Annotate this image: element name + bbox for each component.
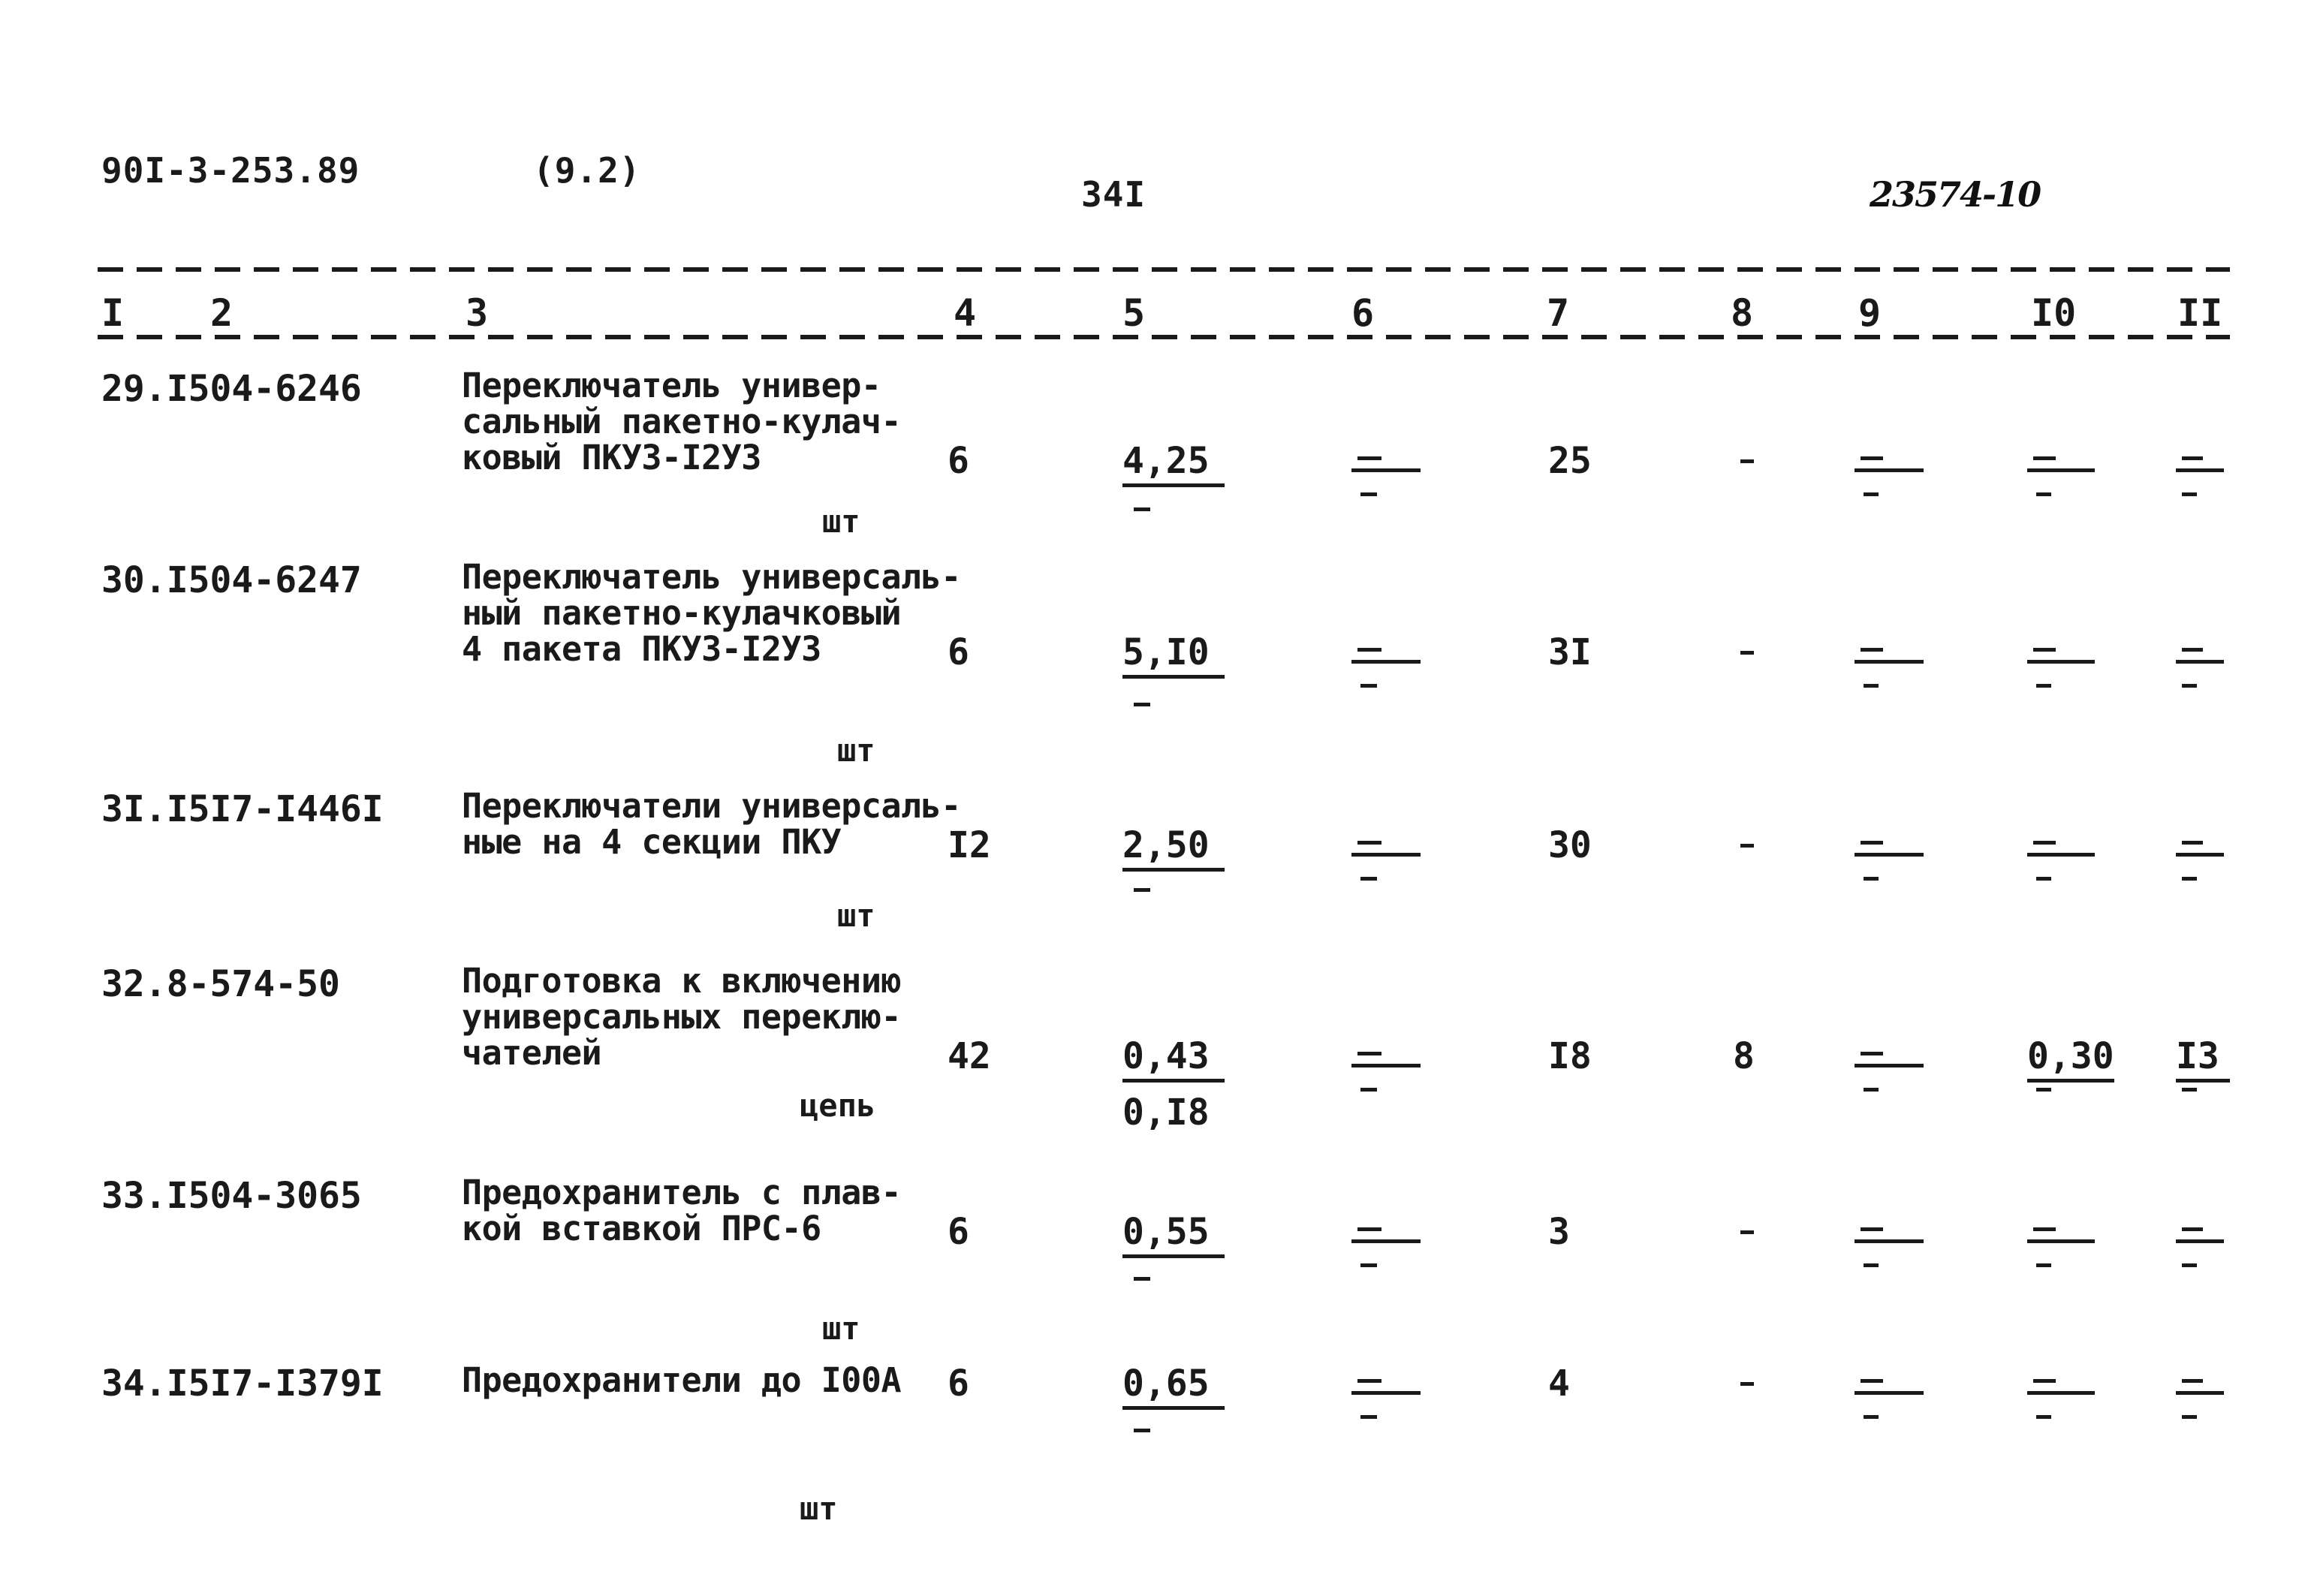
col10-lower-dash	[2036, 684, 2051, 688]
column-number-2: 2	[210, 291, 234, 335]
col10-upper-dash	[2033, 648, 2056, 652]
labor-cost-fraction-bottom	[1134, 703, 1150, 706]
column-number-10: I0	[2031, 291, 2077, 335]
col11-fraction-line	[2176, 468, 2224, 472]
quantity: 6	[948, 440, 969, 482]
column-number-9: 9	[1858, 291, 1882, 335]
col11-fraction-line	[2176, 1391, 2224, 1395]
item-code: 3I.I5I7-I446I	[101, 788, 384, 830]
col11-upper-dash	[2182, 1379, 2203, 1383]
col9-lower-dash	[1864, 1415, 1879, 1419]
col9-fraction-line	[1855, 660, 1924, 664]
col9-fraction-line	[1855, 1239, 1924, 1243]
col9-fraction-line	[1855, 1391, 1924, 1395]
col9-fraction-line	[1855, 853, 1924, 857]
column-number-7: 7	[1547, 291, 1570, 335]
col10-upper-dash	[2033, 841, 2056, 845]
col9-lower-dash	[1864, 684, 1879, 688]
col6-upper-dash	[1357, 1052, 1381, 1055]
unit-of-measure: шт	[822, 1310, 860, 1347]
item-description-line: Предохранители до I00А	[462, 1360, 902, 1400]
item-description-line: Переключатели универсаль-	[462, 786, 961, 826]
col10-fraction-line	[2027, 853, 2095, 857]
col6-fraction-line	[1351, 1239, 1421, 1243]
col9-upper-dash	[1861, 841, 1883, 845]
col10-lower-dash	[2036, 1415, 2051, 1419]
col9-lower-dash	[1864, 1088, 1879, 1092]
col9-lower-dash	[1864, 877, 1879, 881]
column-number-5: 5	[1122, 291, 1146, 335]
item-description-line: ный пакетно-кулачковый	[462, 593, 902, 633]
col11-upper-dash	[2182, 841, 2203, 845]
item-description-line: Предохранитель с плав-	[462, 1173, 902, 1212]
col10-upper-dash	[2033, 456, 2056, 460]
labor-cost-fraction-top: 4,25	[1122, 440, 1225, 487]
col6-upper-dash	[1357, 648, 1381, 652]
unit-of-measure: шт	[822, 503, 860, 540]
col9-upper-dash	[1861, 648, 1883, 652]
labor-cost-fraction-top: 0,55	[1122, 1211, 1225, 1258]
col11-lower-dash	[2182, 1415, 2197, 1419]
col10-lower-dash	[2036, 492, 2051, 496]
col6-lower-dash	[1360, 877, 1377, 881]
unit-of-measure: шт	[837, 732, 875, 769]
col6-fraction-line	[1351, 468, 1421, 472]
item-description-line: универсальных переклю-	[462, 997, 902, 1037]
labor-cost-fraction-bottom	[1134, 507, 1150, 511]
col11-lower-dash	[2182, 1263, 2197, 1267]
col8-dash	[1740, 459, 1754, 463]
col9-upper-dash	[1861, 1379, 1883, 1383]
col6-lower-dash	[1360, 1415, 1377, 1419]
col9-upper-dash	[1861, 1052, 1883, 1055]
item-description-line: ные на 4 секции ПКУ	[462, 822, 842, 862]
col11-fraction-line	[2176, 1239, 2224, 1243]
unit-of-measure: шт	[800, 1490, 838, 1527]
col7-value: 30	[1548, 824, 1592, 866]
item-description-line: 4 пакета ПКУЗ-I2УЗ	[462, 629, 821, 669]
col6-lower-dash	[1360, 1088, 1377, 1092]
col10-fraction-line	[2027, 1391, 2095, 1395]
item-code: 33.I504-3065	[101, 1175, 362, 1217]
col9-upper-dash	[1861, 456, 1883, 460]
col6-upper-dash	[1357, 841, 1381, 845]
section-number: (9.2)	[533, 150, 641, 191]
col6-fraction-line	[1351, 1064, 1421, 1068]
column-number-3: 3	[466, 291, 489, 335]
quantity: I2	[948, 824, 991, 866]
labor-cost-fraction-top: 5,I0	[1122, 631, 1225, 679]
col6-fraction-line	[1351, 1391, 1421, 1395]
col11-fraction-line	[2176, 660, 2224, 664]
item-description-line: ковый ПКУЗ-I2УЗ	[462, 438, 761, 477]
page-number: 34I	[1081, 174, 1146, 215]
item-code: 30.I504-6247	[101, 559, 362, 601]
col9-lower-dash	[1864, 1263, 1879, 1267]
labor-cost-fraction-bottom	[1134, 1429, 1150, 1432]
col11-value: I3	[2176, 1035, 2230, 1083]
col10-value: 0,30	[2027, 1035, 2114, 1083]
col10-upper-dash	[2033, 1227, 2056, 1231]
col11-lower-dash	[2182, 1088, 2197, 1092]
col9-fraction-line	[1855, 468, 1924, 472]
col10-fraction-line	[2027, 468, 2095, 472]
col11-fraction-line	[2176, 853, 2224, 857]
header-top-rule	[98, 267, 2230, 272]
col9-lower-dash	[1864, 492, 1879, 496]
column-number-4: 4	[954, 291, 977, 335]
column-number-11: II	[2177, 291, 2223, 335]
unit-of-measure: шт	[837, 897, 875, 934]
item-code: 32.8-574-50	[101, 963, 340, 1005]
col6-fraction-line	[1351, 660, 1421, 664]
labor-cost-fraction-top: 0,65	[1122, 1363, 1225, 1410]
col10-fraction-line	[2027, 660, 2095, 664]
unit-of-measure: цепь	[800, 1087, 876, 1124]
item-description-line: кой вставкой ПРС-6	[462, 1209, 821, 1248]
col9-upper-dash	[1861, 1227, 1883, 1231]
column-number-1: I	[101, 291, 125, 335]
labor-cost-fraction-bottom	[1134, 1277, 1150, 1281]
item-description-line: сальный пакетно-кулач-	[462, 402, 902, 441]
col7-value: 3I	[1548, 631, 1592, 673]
col10-lower-dash	[2036, 877, 2051, 881]
col6-upper-dash	[1357, 456, 1381, 460]
col10-fraction-line	[2027, 1239, 2095, 1243]
item-description-line: Переключатель универсаль-	[462, 557, 961, 597]
col11-upper-dash	[2182, 456, 2203, 460]
col10-lower-dash	[2036, 1263, 2051, 1267]
col7-value: 4	[1548, 1363, 1570, 1405]
col8-dash	[1740, 1230, 1754, 1234]
col11-lower-dash	[2182, 877, 2197, 881]
labor-cost-fraction-top: 0,43	[1122, 1035, 1225, 1083]
column-number-8: 8	[1731, 291, 1754, 335]
col6-lower-dash	[1360, 492, 1377, 496]
quantity: 6	[948, 1363, 969, 1405]
labor-cost-fraction-top: 2,50	[1122, 824, 1225, 872]
quantity: 6	[948, 631, 969, 673]
col7-value: 3	[1548, 1211, 1570, 1253]
col8-dash	[1740, 844, 1754, 848]
labor-cost-fraction-bottom	[1134, 888, 1150, 892]
document-code: 90I-3-253.89	[101, 150, 360, 191]
col11-lower-dash	[2182, 492, 2197, 496]
quantity: 6	[948, 1211, 969, 1253]
header-bottom-rule	[98, 335, 2230, 339]
item-code: 34.I5I7-I379I	[101, 1363, 384, 1405]
col11-upper-dash	[2182, 1227, 2203, 1231]
col8-value: 8	[1733, 1035, 1755, 1077]
col6-lower-dash	[1360, 1263, 1377, 1267]
labor-cost-fraction-bottom: 0,I8	[1122, 1092, 1210, 1134]
col9-fraction-line	[1855, 1064, 1924, 1068]
inventory-number: 23574-10	[1870, 174, 2041, 215]
item-description-line: чателей	[462, 1033, 602, 1073]
col6-fraction-line	[1351, 853, 1421, 857]
col11-lower-dash	[2182, 684, 2197, 688]
col6-upper-dash	[1357, 1227, 1381, 1231]
col8-dash	[1740, 1382, 1754, 1386]
col7-value: 25	[1548, 440, 1592, 482]
col10-lower-dash	[2036, 1088, 2051, 1092]
column-number-6: 6	[1351, 291, 1375, 335]
col10-upper-dash	[2033, 1379, 2056, 1383]
col6-upper-dash	[1357, 1379, 1381, 1383]
col8-dash	[1740, 651, 1754, 655]
col7-value: I8	[1548, 1035, 1592, 1077]
col6-lower-dash	[1360, 684, 1377, 688]
col11-upper-dash	[2182, 648, 2203, 652]
item-description-line: Подготовка к включению	[462, 961, 902, 1001]
item-description-line: Переключатель универ-	[462, 366, 881, 405]
item-code: 29.I504-6246	[101, 368, 362, 410]
quantity: 42	[948, 1035, 991, 1077]
